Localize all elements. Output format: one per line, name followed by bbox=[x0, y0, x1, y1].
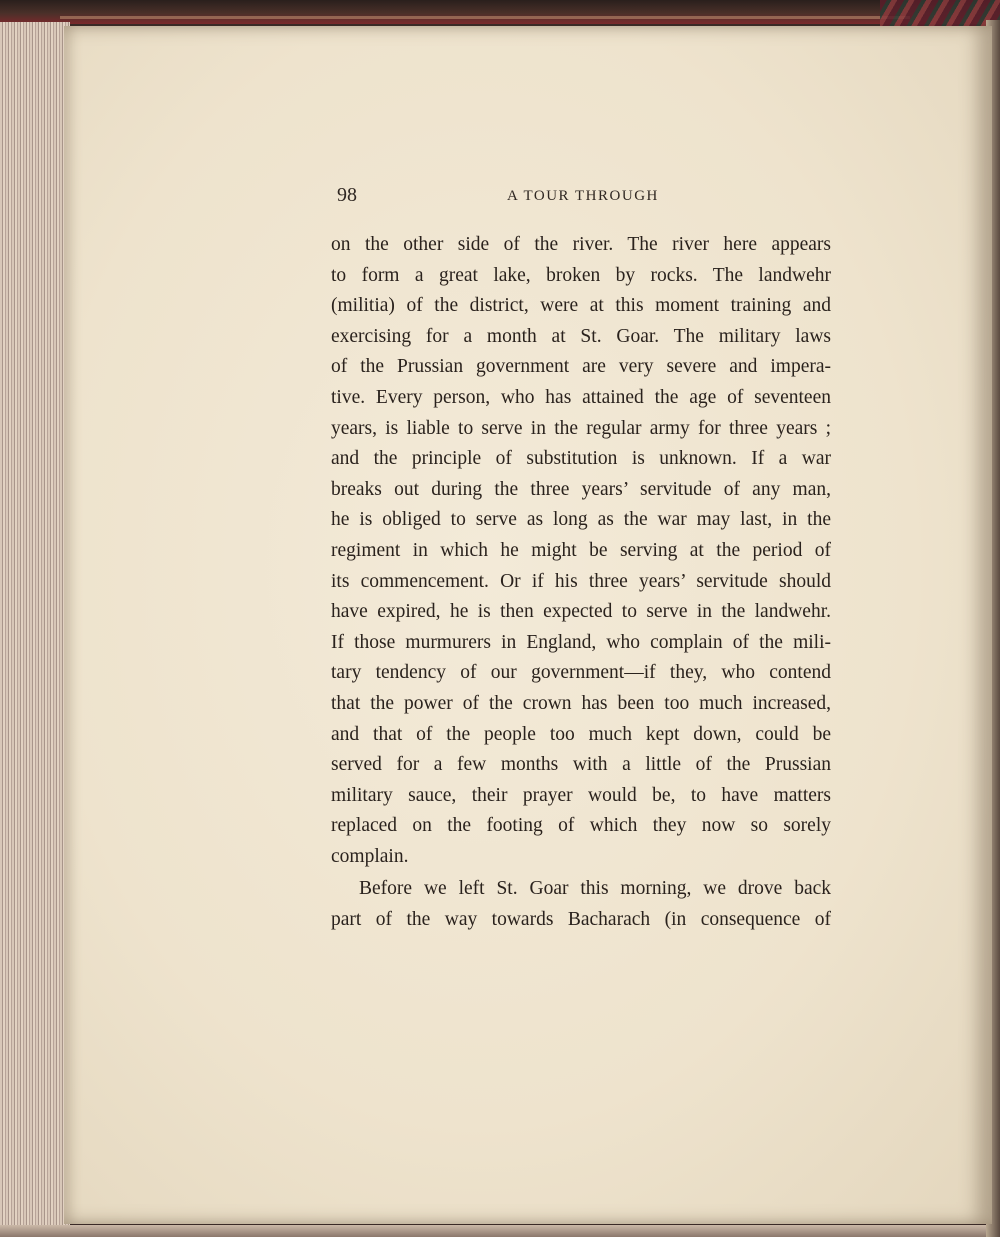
text-line: If those murmurers in England, who complain of the mili- bbox=[331, 631, 831, 653]
running-head bbox=[337, 184, 831, 214]
page-stack-bottom bbox=[0, 1225, 1000, 1237]
text-line: he is obliged to serve as long as the war may last, in the bbox=[331, 509, 831, 531]
text-line: (militia) of the district, were at this moment training and bbox=[331, 295, 831, 317]
text-line: part of the way towards Bacharach (in consequence of bbox=[331, 909, 831, 931]
text-line: replaced on the footing of which they now so sorely bbox=[331, 815, 831, 837]
text-line: have expired, he is then expected to serve in the landwehr. bbox=[331, 601, 831, 623]
text-line: on the other side of the river. The river here appears bbox=[331, 234, 831, 255]
text-line: and the principle of substitution is unknown. If a war bbox=[331, 448, 831, 470]
marbled-cover-corner bbox=[880, 0, 1000, 28]
paragraph-2 bbox=[331, 874, 831, 935]
text-line: tary tendency of our government—if they, who contend bbox=[331, 662, 831, 684]
text-line: complain. bbox=[331, 845, 409, 867]
text-line: to form a great lake, broken by rocks. The landwehr bbox=[331, 264, 831, 286]
page-stack-left bbox=[0, 22, 70, 1237]
text-line: and that of the people too much kept down, could be bbox=[331, 723, 831, 745]
page-edge-highlight bbox=[60, 16, 910, 19]
paragraph-1 bbox=[331, 230, 831, 872]
text-line: that the power of the crown has been too much increased, bbox=[331, 692, 831, 714]
text-line: its commencement. Or if his three years’ servitude should bbox=[331, 570, 831, 592]
body-text bbox=[331, 230, 831, 936]
text-line: regiment in which he might be serving at the period of bbox=[331, 539, 831, 561]
text-line: years, is liable to serve in the regular army for three years ; bbox=[331, 417, 831, 439]
page-number: 98 bbox=[337, 184, 357, 206]
text-line: exercising for a month at St. Goar. The military laws bbox=[331, 325, 831, 347]
book-top-edge bbox=[0, 0, 1000, 24]
text-line: of the Prussian government are very severe and impera- bbox=[331, 356, 831, 378]
text-line: military sauce, their prayer would be, to have matters bbox=[331, 784, 831, 806]
text-line: served for a few months with a little of the Prussian bbox=[331, 754, 831, 776]
text-line: breaks out during the three years’ servitude of any man, bbox=[331, 478, 831, 500]
running-title: A TOUR THROUGH bbox=[507, 188, 659, 204]
text-line: tive. Every person, who has attained the age of seventeen bbox=[331, 386, 831, 408]
text-line: Before we left St. Goar this morning, we drove back bbox=[359, 878, 831, 900]
